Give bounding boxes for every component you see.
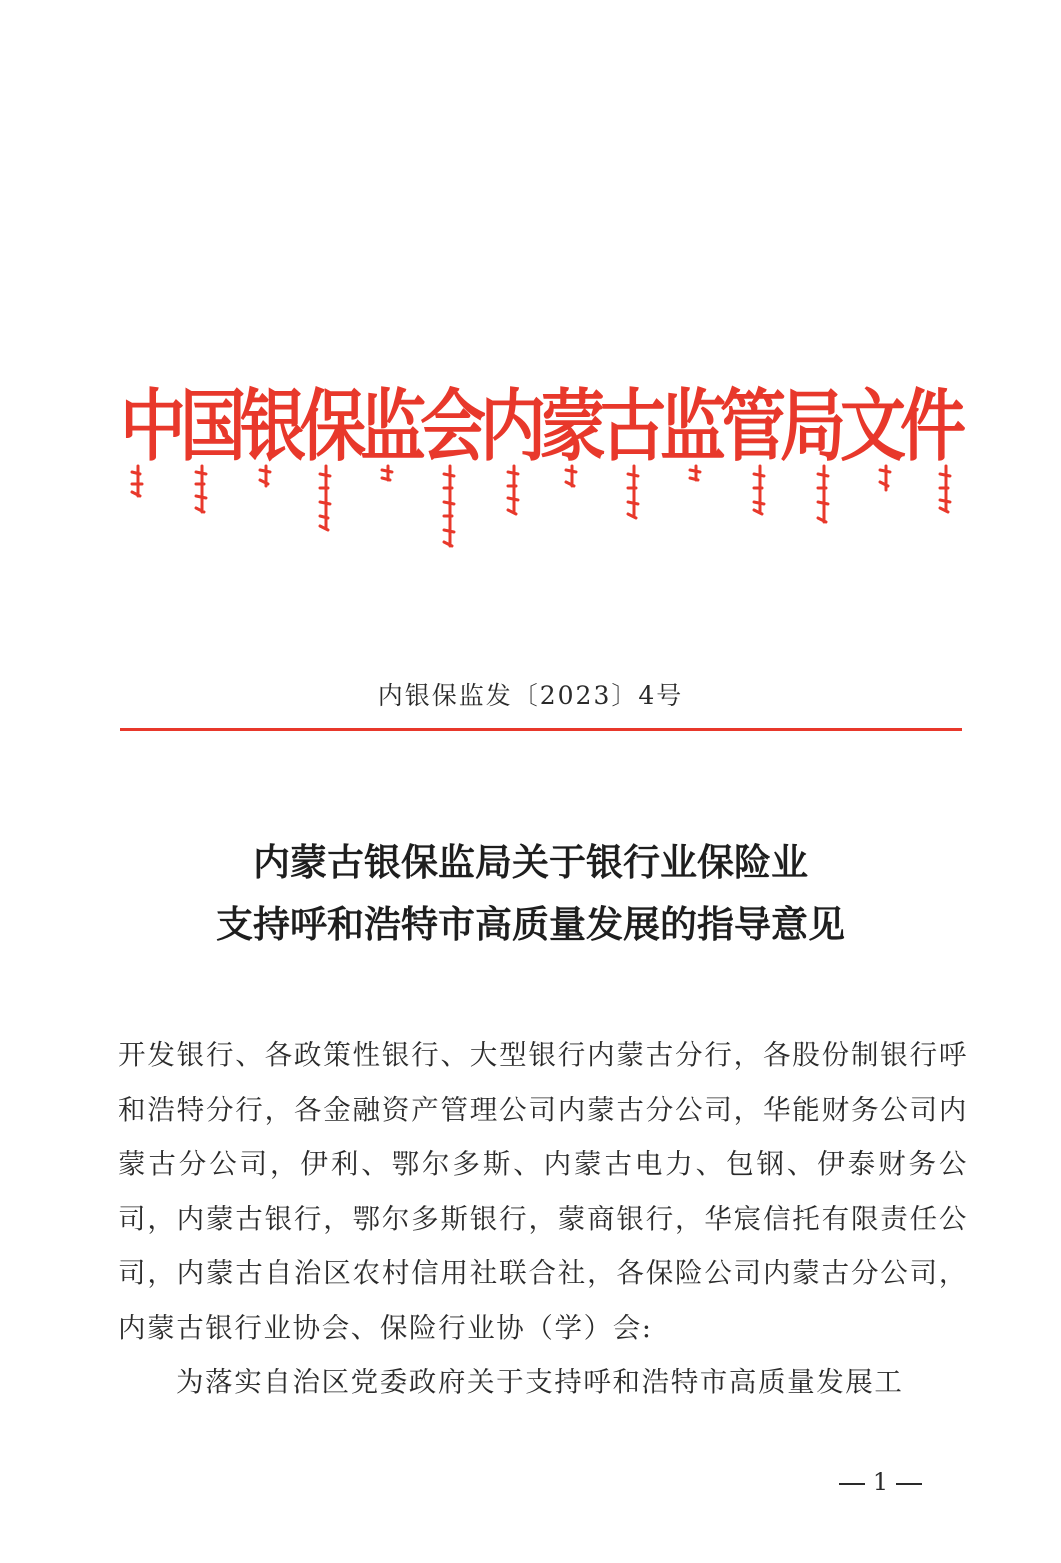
document-title-line-2: 支持呼和浩特市高质量发展的指导意见: [216, 903, 845, 946]
document-number: 内银保监发〔2023〕4号: [377, 681, 684, 710]
document-title: [0, 832, 1061, 956]
page-dash-left: [839, 1483, 865, 1485]
page-number: [0, 1462, 1061, 1502]
mongolian-script-masthead: [120, 462, 970, 562]
page-dash-right: [896, 1483, 922, 1485]
mongolian-script-graphic: [120, 462, 970, 562]
document-title-line-1: 内蒙古银保监局关于银行业保险业: [253, 841, 808, 884]
page-number-value: 1: [872, 1468, 889, 1496]
masthead-title: 中国银保监会内蒙古监管局文件: [120, 380, 960, 472]
recipients-paragraph: 开发银行、各政策性银行、大型银行内蒙古分行，各股份制银行呼和浩特分行，各金融资产管理公司内蒙古分公司，华能财务公司内蒙古分公司，伊利、鄂尔多斯、内蒙古电力、包钢、伊泰财务公司，内蒙古银行，鄂尔多斯银行，蒙商银行，华宸信托有限责任公司，内蒙古自治区农村信用社联合社，各保险公司内蒙古分公司，内蒙古银行业协会、保险行业协（学）会:: [118, 1039, 968, 1344]
red-divider-line: [120, 728, 962, 731]
document-body: [118, 1028, 968, 1410]
body-paragraph: 为落实自治区党委政府关于支持呼和浩特市高质量发展工: [176, 1366, 904, 1398]
